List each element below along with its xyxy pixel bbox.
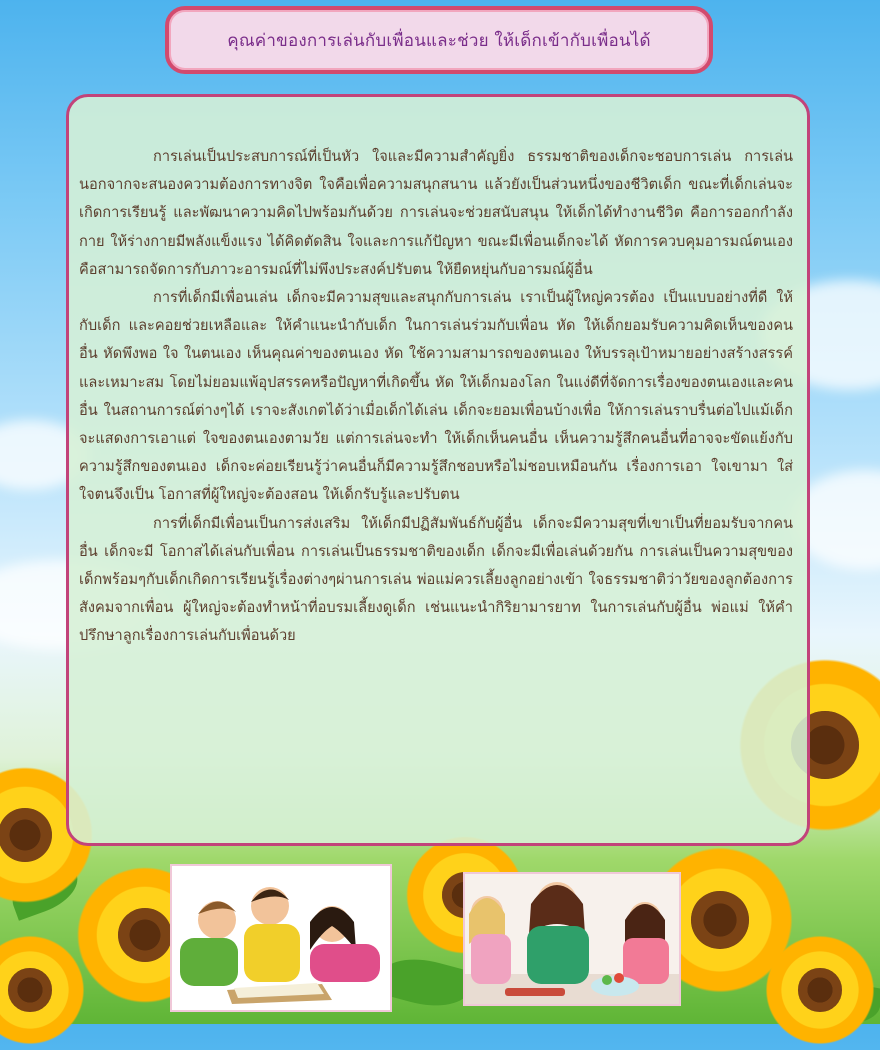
- paragraph-3: การที่เด็กมีเพื่อนเป็นการส่งเสริม ให้เด็กมีปฏิสัมพันธ์กับผู้อื่น เด็กจะมีความสุขที่เขาเป็นที่ยอมรับจากคนอื่น เด็กจะมี โอกาสได้เล่นกับเพื่อน การเล่นเป็นธรรมชาติของเด็ก เด็กจะมีเพื่อเล่นด้วยกัน การเล่นเป็นความสุขของเด็กพร้อมๆกับเด็กเกิดการเรียนรู้เรื่องต่างๆผ่านการเล่น พ่อแม่ควรเลี้ยงลูกอย่างเข้า ใจธรรมชาติว่าวัยของลูกต้องการสังคมจากเพื่อน ผู้ใหญ่จะต้องทำหน้าที่อบรมเลี้ยงดูเด็ก เช่นแนะนำกิริยามารยาท ในการเล่นกับผู้อื่น พ่อแม่ ให้คำปรึกษาลูกเรื่องการเล่นกับเพื่อนด้วย: [79, 514, 793, 645]
- content-panel: [66, 94, 810, 846]
- sunflower: [760, 930, 880, 1050]
- children-reading-photo: [170, 864, 392, 1012]
- paragraph-1: การเล่นเป็นประสบการณ์ที่เป็นหัว ใจและมีความสำคัญยิ่ง ธรรมชาติของเด็กจะชอบการเล่น การเล่นนอกจากจะสนองความต้องการทางจิต ใจคือเพื่อความสนุกสนาน แล้วยังเป็นส่วนหนึ่งของชีวิตเด็ก ขณะที่เด็กเล่นจะเกิดการเรียนรู้ และพัฒนาความคิดไปพร้อมกันด้วย การเล่นจะช่วยสนับสนุน ให้เด็กได้ทำงานชีวิต คือการออกกำลังกาย ให้ร่างกายมีพลังแข็งแรง ได้คิดตัดสิน ใจและการแก้ปัญหา ขณะมีเพื่อนเด็กจะได้ หัดการควบคุมอารมณ์ตนเอง คือสามารถจัดการกับภาวะอารมณ์ที่ไม่พึงประสงค์ปรับตน ให้ยืดหยุ่นกับอารมณ์ผู้อื่น: [79, 148, 793, 278]
- page-title: คุณค่าของการเล่นกับเพื่อนและช่วย ให้เด็กเข้ากับเพื่อนได้: [227, 30, 651, 51]
- paragraph-2: การที่เด็กมีเพื่อนเล่น เด็กจะมีความสุขและสนุกกับการเล่น เราเป็นผู้ใหญ่ควรต้อง เป็นแบบอย่างที่ดี ให้กับเด็ก และคอยช่วยเหลือและ ให้คำแนะนำกับเด็ก ในการเล่นร่วมกับเพื่อน หัด ให้เด็กยอมรับความคิดเห็นของคนอื่น หัดพึงพอ ใจ ในตนเอง เห็นคุณค่าของตนเอง หัด ใช้ความสามารถของตนเอง ให้บรรลุเป้าหมายอย่างสร้างสรรค์และเหมาะสม โดยไม่ยอมแพ้อุปสรรคหรือปัญหาที่เกิดขึ้น หัด ให้เด็กมองโลก ในแง่ดีที่จัดการเรื่องของตนเองและคนอื่น ในสถานการณ์ต่างๆได้ เราจะสังเกตได้ว่าเมื่อเด็กได้เล่น เด็กจะยอมเพื่อนบ้างเพื่อ ให้การเล่นราบรื่นต่อไปแม้เด็กจะแสดงการเอาแต่ ใจของตนเองตามวัย แต่การเล่นจะทำ ให้เด็กเห็นคนอื่น เห็นความรู้สึกคนอื่นที่อาจจะขัดแย้งกับความรู้สึกของตนเอง เด็กจะค่อยเรียนรู้ว่าคนอื่นก็มีความรู้สึกชอบหรือไม่ชอบเหมือนกัน เรื่องการเอา ใจเขามา ใส่ ใจตนจึงเป็น โอกาสที่ผู้ใหญ่จะต้องสอน ให้เด็กรับรู้และปรับตน: [79, 289, 793, 504]
- title-banner: [165, 6, 713, 74]
- mother-daughters-cooking-photo: [463, 872, 681, 1006]
